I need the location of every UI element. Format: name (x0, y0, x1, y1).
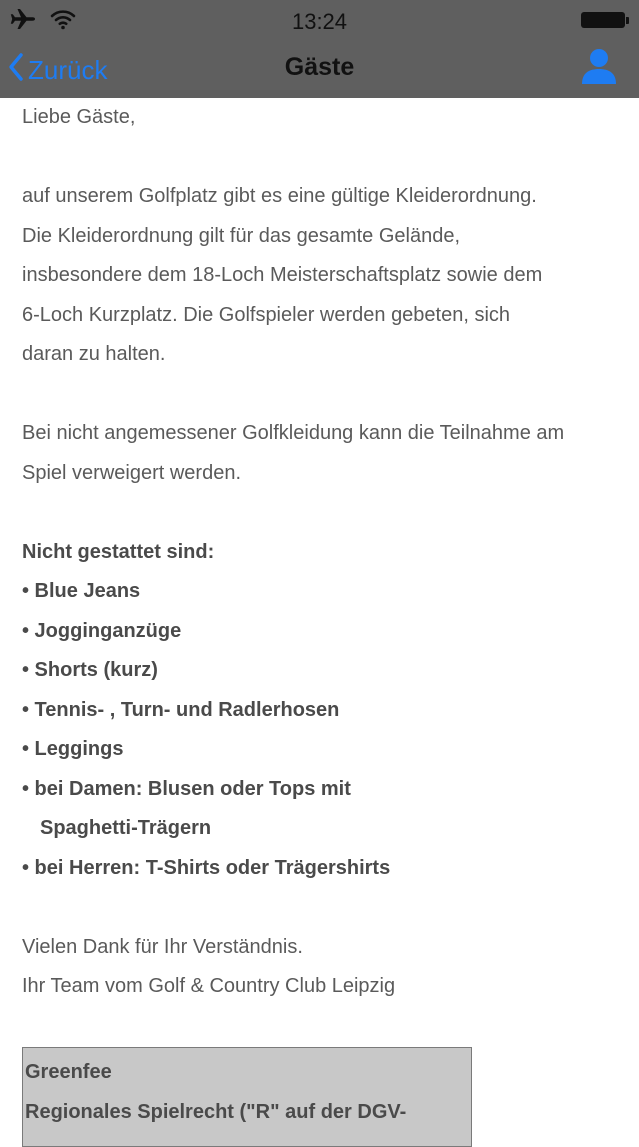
list-item: • Leggings (22, 738, 124, 760)
greenfee-box (22, 1047, 472, 1147)
list-item: • bei Damen: Blusen oder Tops mit (22, 777, 351, 800)
profile-button[interactable] (579, 46, 619, 90)
paragraph-line: Bei nicht angemessener Golfkleidung kann die Teilnahme am (22, 422, 565, 444)
list-heading: Nicht gestattet sind: (22, 540, 215, 563)
paragraph-line: auf unserem Golfplatz gibt es eine gültige Kleiderordnung. (22, 185, 537, 207)
closing-line: Vielen Dank für Ihr Verständnis. (22, 935, 303, 958)
user-icon (579, 46, 619, 86)
greeting-text: Liebe Gäste, (22, 106, 136, 128)
list-item: • Tennis- , Turn- und Radlerhosen (22, 698, 340, 721)
list-item: • bei Herren: T-Shirts oder Trägershirts (22, 856, 391, 879)
paragraph-line: Die Kleiderordnung gilt für das gesamte Gelände, (22, 224, 461, 247)
navigation-bar (0, 42, 639, 98)
greenfee-title: Greenfee (25, 1061, 112, 1083)
paragraph-line: 6-Loch Kurzplatz. Die Golfspieler werden gebeten, sich (22, 303, 511, 326)
list-item: • Blue Jeans (22, 580, 141, 602)
list-item-continuation: Spaghetti-Trägern (40, 817, 212, 839)
content-body (22, 98, 622, 1007)
paragraph-line: Spiel verweigert werden. (22, 461, 241, 484)
paragraph-line: insbesondere dem 18-Loch Meisterschaftsplatz sowie dem (22, 264, 543, 286)
closing-line: Ihr Team vom Golf & Country Club Leipzig (22, 975, 396, 997)
paragraph-line: daran zu halten. (22, 343, 166, 365)
greenfee-line: Regionales Spielrecht ("R" auf der DGV- (25, 1101, 407, 1123)
back-button-label: Zurück (28, 54, 108, 85)
status-bar (0, 0, 639, 42)
list-item: • Jogginganzüge (22, 619, 182, 642)
status-time: 13:24 (291, 9, 348, 34)
page-title: Gäste (284, 53, 355, 81)
battery-icon (581, 12, 629, 28)
list-item: • Shorts (kurz) (22, 659, 158, 681)
